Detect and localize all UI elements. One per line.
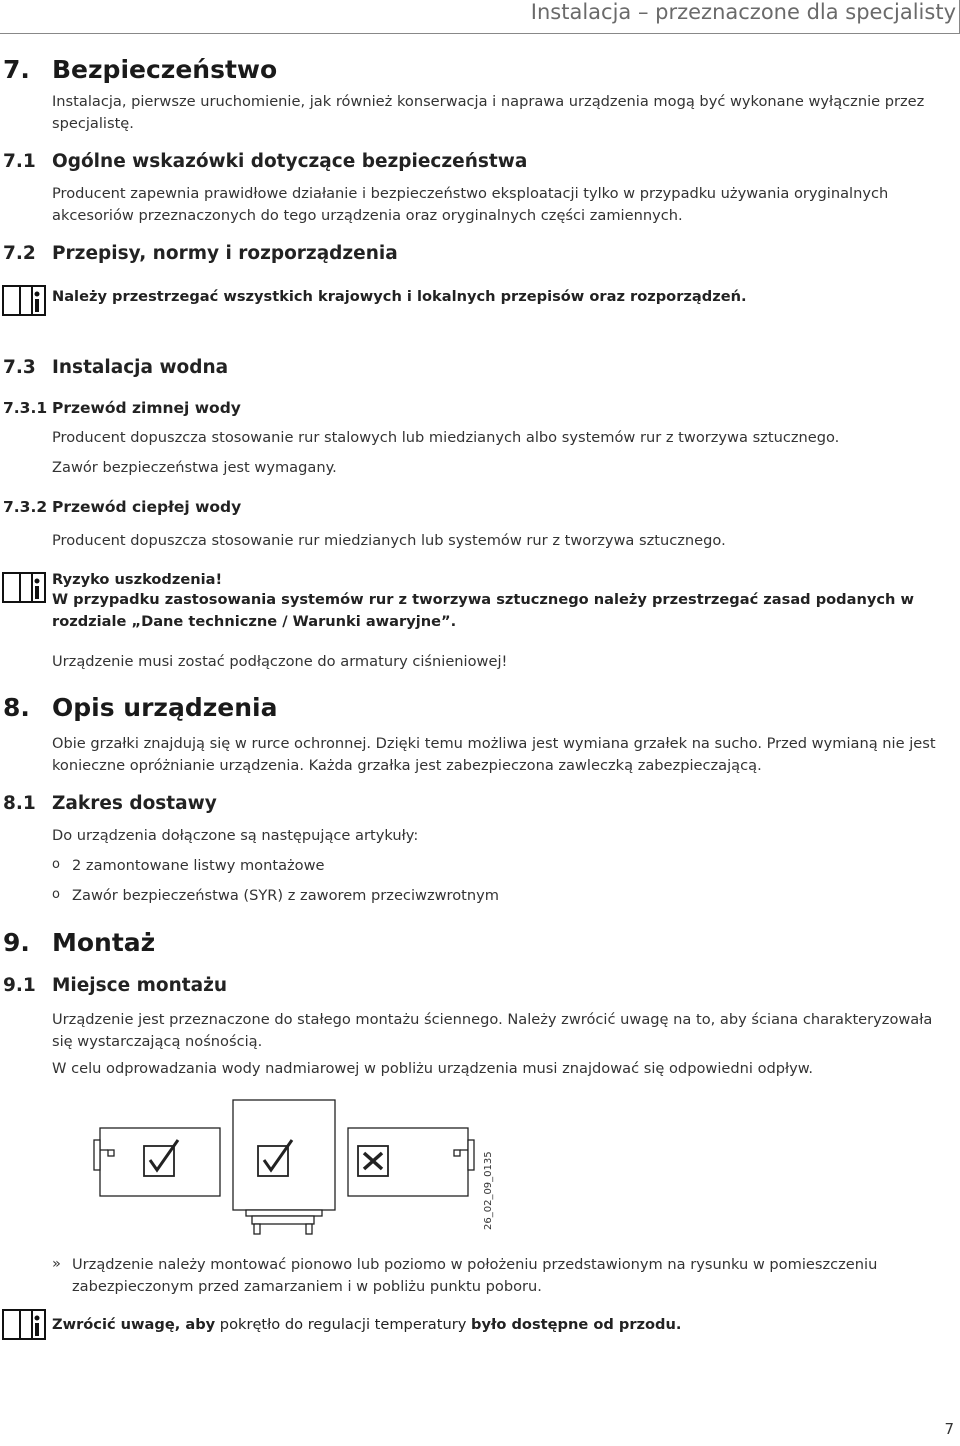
section-title-device-description: Opis urządzenia: [52, 693, 278, 722]
list-item: Zawór bezpieczeństwa (SYR) z zaworem przeciwzwrotnym: [72, 887, 499, 904]
header-rule: [0, 33, 960, 34]
cold-water-paragraph: Producent dopuszcza stosowanie rur stalowych lub miedzianych albo systemów rur z tworzywa sztucznego.: [52, 429, 840, 446]
damage-risk-text: W przypadku zastosowania systemów rur z tworzywa sztucznego należy przestrzegać zasad podanych w rozdziale „Dane techniczne / Warunki awaryjne”.: [52, 591, 914, 630]
pressure-fittings-paragraph: Urządzenie musi zostać podłączone do armatury ciśnieniowej!: [52, 653, 508, 670]
regulations-info-note: Należy przestrzegać wszystkich krajowych i lokalnych przepisów oraz rozporządzeń.: [52, 288, 747, 305]
drain-paragraph: W celu odprowadzania wody nadmiarowej w pobliżu urządzenia musi znajdować się odpowiedni odpływ.: [52, 1060, 814, 1077]
section-number: 7.1: [3, 151, 36, 172]
horizontal-unit-ok: [94, 1128, 220, 1196]
section-title-safety: Bezpieczeństwo: [52, 55, 278, 84]
step-marker: »: [52, 1255, 61, 1272]
general-safety-paragraph: Producent zapewnia prawidłowe działanie i bezpieczeństwo eksploatacji tylko w przypadku używania oryginalnych akcesoriów przeznaczonych do tego urządzenia oraz oryginalnych części zamiennych.: [52, 185, 889, 224]
section-number: 7.: [3, 55, 30, 84]
scope-intro: Do urządzenia dołączone są następujące artykuły:: [52, 827, 419, 844]
bullet-marker: o: [52, 887, 60, 902]
section-number: 8.1: [3, 793, 36, 814]
section-number: 7.2: [3, 243, 36, 264]
horizontal-unit-not-allowed: [348, 1128, 474, 1196]
mounting-location-paragraph: Urządzenie jest przeznaczone do stałego montażu ściennego. Należy zwrócić uwagę na to, aby ściana charakteryzowała się wystarczającą nośnością.: [52, 1011, 933, 1050]
damage-risk-title: Ryzyko uszkodzenia!: [52, 571, 223, 588]
section-title-scope-of-delivery: Zakres dostawy: [52, 793, 217, 814]
device-description-paragraph: Obie grzałki znajdują się w rurce ochronnej. Dzięki temu możliwa jest wymiana grzałek na sucho. Przed wymianą nie jest konieczne opróżnianie urządzenia. Każda grzałka jest zabezpieczona zawleczką zabezpieczającą.: [52, 735, 936, 774]
running-header: Instalacja – przeznaczone dla specjalisty: [530, 0, 956, 24]
hot-water-paragraph: Producent dopuszcza stosowanie rur miedzianych lub systemów rur z tworzywa sztucznego.: [52, 532, 726, 549]
note-bold-part: aby: [180, 1316, 216, 1333]
temperature-knob-note: [52, 1316, 681, 1333]
section-title-mounting: Montaż: [52, 928, 156, 957]
section-title-general-safety: Ogólne wskazówki dotyczące bezpieczeństwa: [52, 151, 528, 172]
section-title-cold-water: Przewód zimnej wody: [52, 399, 241, 417]
page-number: 7: [944, 1420, 954, 1438]
section-number: 9.: [3, 928, 30, 957]
safety-valve-paragraph: Zawór bezpieczeństwa jest wymagany.: [52, 459, 337, 476]
section-number: 9.1: [3, 975, 36, 996]
section-title-water-installation: Instalacja wodna: [52, 357, 229, 378]
figure-id-label: 26_02_09_0135: [483, 1151, 494, 1230]
mounting-step-text: Urządzenie należy montować pionowo lub poziomo w położeniu przedstawionym na rysunku w pomieszczeniu zabezpieczonym przed zamarzaniem i w pobliżu punktu poboru.: [72, 1256, 878, 1295]
list-item: 2 zamontowane listwy montażowe: [72, 857, 325, 874]
section-number: 7.3: [3, 357, 36, 378]
mounting-positions-figure: [90, 1098, 480, 1240]
section-title-regulations: Przepisy, normy i rozporządzenia: [52, 243, 398, 264]
safety-paragraph: Instalacja, pierwsze uruchomienie, jak również konserwacja i naprawa urządzenia mogą być wykonane wyłącznie przez specjalistę.: [52, 93, 925, 132]
section-title-mounting-location: Miejsce montażu: [52, 975, 228, 996]
section-number: 7.3.2: [3, 498, 48, 516]
section-title-hot-water: Przewód ciepłej wody: [52, 498, 242, 516]
section-number: 7.3.1: [3, 399, 48, 417]
section-number: 8.: [3, 693, 30, 722]
note-bold-part: Zwrócić uwagę,: [52, 1316, 181, 1333]
note-bold-part: było dostępne od przodu.: [471, 1316, 682, 1333]
info-book-icon: [2, 284, 46, 318]
note-normal-part: pokrętło do regulacji temperatury: [215, 1316, 471, 1333]
info-book-icon: [2, 571, 46, 605]
bullet-marker: o: [52, 857, 60, 872]
info-book-icon: [2, 1308, 46, 1342]
vertical-unit-ok: [233, 1100, 335, 1234]
